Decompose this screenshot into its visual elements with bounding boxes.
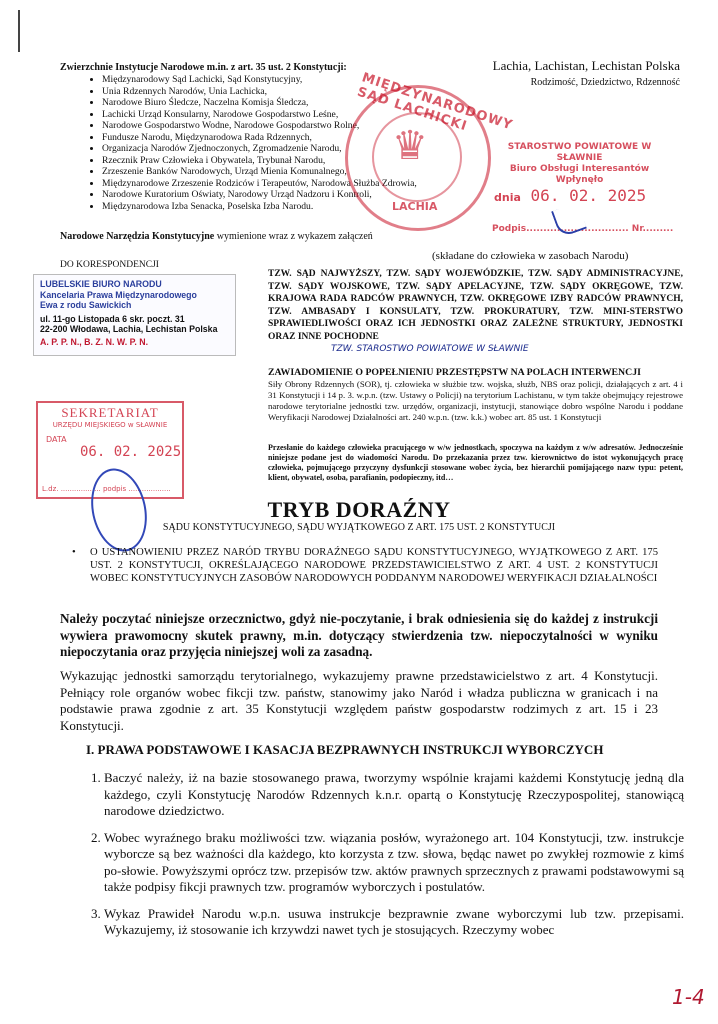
list-item: • Rzecznik Praw Człowieka i Obywatela, Trybunał Narodu, (102, 155, 442, 167)
bullet-paragraph: • O USTANOWIENIU PRZEZ NARÓD TRYBU DORAŹNEGO SĄDU KONSTYTUCYJNEGO, WYJĄTKOWEGO Z ART. 175 UST. 2 KONSTYTUCJI, OKREŚLAJĄCEGO NARODOWE PRZEDSTAWICIELSTWO Z ART. 4 UST. 2 KONSTYTUCJI WOBEC KONSTYTUCYJNYCH ZASOBÓW NARODOWYCH PODDANYM NARODOWEJ WERYFIKACJI DZIAŁALNOŚCI (90, 547, 658, 585)
intro-paragraph: Wykazując jednostki samorządu terytorialnego, wykazujemy prawne przedstawicielstwo z art. 4 Konstytucji. Pełniący role organów wobec fikcji tzw. państw, stanowimy jako Naród i władza publiczna w granicach i na podstawie prawa zgodnie z art. 35 Konstytucji względem państw gospodarstw rodzimych z art. 15 i 23 Konstytucji. (60, 668, 658, 733)
do-korespondencji: DO KORESPONDENCJI (60, 260, 159, 270)
zawiadomienie-small: Przesłanie do każdego człowieka pracującego w w/w jednostkach, spoczywa na każdym z w/w adresatów. Jednocześnie niniejsze podane jest do wiadomości Narodu. Do przekazania przez tzw. kierownictwo do istot wykonujących pracę człowieka, pojmującego przyczyny dysfunkcji stosowane wobec życia, bez hierarchii pomijającego nazw typu: petent, klient, obywatel, osoba, parafianin, podopieczny, itd… (268, 443, 683, 482)
list-item: • Organizacja Narodów Zjednoczonych, Zgromadzenie Narodu, (102, 143, 442, 155)
list-item: • Międzynarodowa Izba Senacka, Poselska Izba Narodu. (102, 201, 442, 213)
list-item: • Narodowe Kuratorium Oświaty, Narodowy Urząd Nadzoru i Kontroli, (102, 189, 442, 201)
section-title: I. PRAWA PODSTAWOWE I KASACJA BEZPRAWNYCH INSTRUKCJI WYBORCZYCH (86, 742, 604, 757)
starostwo-stamp (492, 142, 667, 186)
list-item: • Narodowe Gospodarstwo Wodne, Narodowe Gospodarstwo Rolne, (102, 120, 442, 132)
list-item: • Zrzeszenie Banków Narodowych, Urząd Mienia Komunalnego, (102, 166, 442, 178)
podpis-line: Podpis.............................. Nr......... (492, 224, 674, 234)
list-item: • Lachicki Urząd Konsularny, Narodowe Gospodarstwo Leśne, (102, 109, 442, 121)
lub-addr1: ul. 11-go Listopada 6 skr. poczt. 31 (40, 313, 185, 324)
list-item: • Fundusze Narodu, Międzynarodowa Rada Rdzennych, (102, 132, 442, 144)
eagle-icon: ♛ (392, 123, 428, 169)
list-item: 2. Wobec wyraźnego braku możliwości tzw. wiązania posłów, wyrażonego art. 104 Konstytucji, tzw. instrukcje wyborcze są bez ważności dla każdego, kto korzysta z tzw. słowa, będąc nawet po zwykłej rozmowie z kimś po-słowie. Powyższymi oprócz tzw. przepisów tzw. aktów prawnych sprzecznych z prawami podstawowymi są także podpisy fikcji prawnych tzw. programów wyborczych i postulatów. (104, 830, 684, 896)
lub-line3: Ewa z rodu Sawickich (40, 300, 132, 311)
page-title: TRYB DORAŹNY (267, 497, 451, 522)
zawiadomienie-title: ZAWIADOMIENIE O POPEŁNIENIU PRZESTĘPSTW NA POLACH INTERWENCJI (268, 367, 641, 378)
section-items (80, 770, 684, 949)
page-subtitle: SĄDU KONSTYTUCYJNEGO, SĄDU WYJĄTKOWEGO Z ART. 175 UST. 2 KONSTYTUCJI (162, 522, 556, 533)
starostwo-stamp-line1: STAROSTWO POWIATOWE W SŁAWNIE (507, 142, 652, 163)
bold-paragraph: Należy poczytać niniejsze orzecznictwo, gdyż nie-poczytanie, i brak odniesienia się do każdej z instrukcji wywiera prawomocny skutek prawny, m.in. dotyczący stwierdzenia tzw. niepoczytalności w wyniku niepoczytania oraz przyjęcia niniejszej woli za zasadną. (60, 611, 658, 659)
dnia-label: dnia (494, 191, 521, 204)
handwritten-addressee: TZW. STAROSTWO POWIATOWE W SŁAWNIE (331, 344, 529, 354)
margin-mark (18, 10, 20, 52)
list-item: 1. Baczyć należy, iż na bazie stosowanego prawa, tworzymy wspólnie krajami każdemi Konstytucję jedną dla każdego, czyli Konstytucję Narodów Rdzennych k.n.r. opartą o Konstytucję Rzeczypospolitej, stanowiącą narodowe dziedzictwo. (104, 770, 684, 820)
starostwo-stamp-line2: Biuro Obsługi Interesantów (509, 164, 650, 174)
sekretariat-title: SEKRETARIAT (61, 405, 159, 420)
list-item: • Międzynarodowy Sąd Lachicki, Sąd Konstytucyjny, (102, 74, 442, 86)
list-item: • Międzynarodowe Zrzeszenie Rodziców i Terapeutów, Narodowa Służba Zdrowia, (102, 178, 442, 190)
header-motto: Rodzimość, Dziedzictwo, Rdzenność (530, 77, 680, 88)
lub-line2: Kancelaria Prawa Międzynarodowego (40, 289, 197, 300)
page-number: 1-4 (672, 985, 705, 1009)
header-right (430, 58, 680, 88)
list-item: • Narodowe Biuro Śledcze, Naczelna Komisja Śledcza, (102, 97, 442, 109)
narzedzia-bold: Narodowe Narzędzia Konstytucyjne (60, 231, 215, 242)
dnia-date: 06. 02. 2025 (530, 186, 647, 205)
sekretariat-data-label: DATA (46, 435, 67, 444)
round-stamp-text: MIĘDZYNARODOWY SĄD LACHICKI (355, 70, 515, 135)
sekretariat-date: 06. 02. 2025 (80, 444, 182, 460)
lub-addr2: 22-200 Włodawa, Lachia, Lechistan Polska (40, 324, 218, 335)
starostwo-stamp-line3: Wpłynęło (555, 175, 604, 185)
institutions-title: Zwierzchnie Instytucje Narodowe m.in. z art. 35 ust. 2 Konstytucji: (60, 62, 347, 73)
sekretariat-sub: URZĘDU MIEJSKIEGO w SŁAWNIE (52, 421, 168, 429)
received-date-stamp (494, 186, 646, 205)
list-item: • Unia Rdzennych Narodów, Unia Lachicka, (102, 86, 442, 98)
lub-codes: A. P. P. N., B. Z. N. W. P. N. (40, 336, 149, 347)
zawiadomienie-body: Siły Obrony Rdzennych (SOR), tj. człowieka w służbie tzw. wojska, służb, NBS oraz policji, działających z art. 4 i 31 Konstytucji i 14 p. 3. w.p.n. (tzw. Ustawy o Policji) na terytorium Lachistanu, w tym także obejmujący rejestrowe narodowe terytorialne jednostki tzw. urzędów, organizacji, instytucji, stanowiące dobro wspólne Narodu i poddane Weryfikacji Narodowej Działalności art. 240 w.p.n. (tzw. k.k.) wobec art. 85 ust. 1 Konstytucji (268, 379, 683, 422)
narzedzia-rest: wymienione wraz z wykazem załączeń (214, 231, 373, 242)
sekretariat-ldz: L.dz. .................. podpis ................... (42, 485, 171, 493)
round-stamp-bottom: LACHIA (392, 200, 438, 213)
lub-line1: LUBELSKIE BIURO NARODU (40, 279, 162, 289)
addressees-block: TZW. SĄD NAJWYŻSZY, TZW. SĄDY WOJEWÓDZKIE, TZW. SĄDY ADMINISTRACYJNE, TZW. SĄDY WOJSKOWE, TZW. SĄDY APELACYJNE, TZW. SĄDY OKRĘGOWE, TZW. KRAJOWA RADA RADCÓW PRAWNYCH, TZW. OKRĘGOWE IZBY RADCÓW PRAWNYCH, TZW. AMBASADY I KONSULATY, TZW. PROKURATURY, TZW. MINI-STERSTWO SPRAWIEDLIWOŚCI ORAZ ICH JEDNOSTKI ORAZ ZALEŻNE STRUKTURY, JEDNOSTKI ORAZ INNE POCHODNE (268, 269, 683, 342)
header-location: Lachia, Lachistan, Lechistan Polska (492, 58, 680, 73)
skladane-note: (składane do człowieka w zasobach Narodu) (432, 250, 629, 262)
lubelskie-address-stamp (33, 274, 236, 356)
list-item: 3. Wykaz Prawideł Narodu w.p.n. usuwa instrukcje bezprawnie zwane wyborczymi lub tzw. przepisami. Wykazujemy, iż stosowanie ich krzywdzi nawet tych je stosujących. Rzeczymy wobec (104, 906, 684, 939)
narzedzia-line (60, 231, 373, 242)
